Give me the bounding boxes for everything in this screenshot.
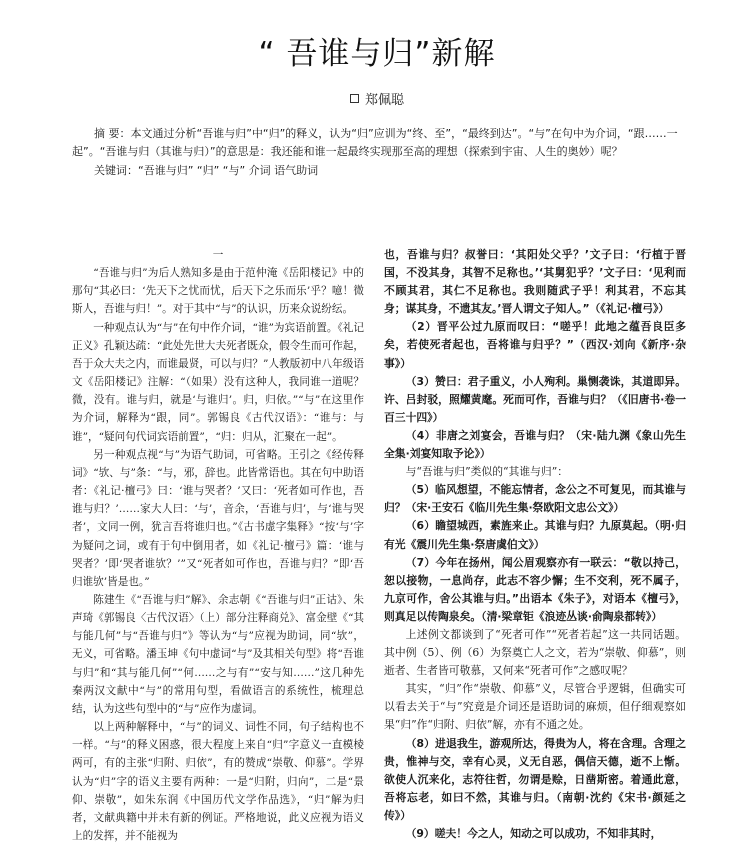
paragraph: 上述例文都谈到了“死者可作”“死者若起”这一共同话题。其中例（5）、例（6）为祭奠亡人之文，若为“崇敬、仰慕”，则逝者、生者皆可敬慕，又何来“死者可作”之感叹呢？: [384, 627, 686, 678]
quoted-example: 也，吾谁与归？叔誉曰：‘其阳处父乎？’文子曰：‘行植于晋国，不没其身，其智不足称也。’‘其舅犯乎？’文子曰：‘见利而不顾其君，其仁不足称也。我则随武子乎！利其君，不忘其身；谋其身，不遗其友。’晋人谓文子知人。”（《礼记·檀弓》）: [384, 248, 686, 316]
paragraph: 其实，“归”作“崇敬、仰慕”义，尽管合乎逻辑，但确实可以看去关于“与”究竟是介词还是语助词的麻烦，但仔细观察如果“归”作“归附、归依”解，亦有不通之处。: [384, 682, 686, 732]
quoted-example: （9）嗟夫！今之人，知动之可以成功，不知非其时，: [405, 827, 662, 840]
quoted-example: （6）瞻望城西，素旌来止。其谁与归？九原莫起。（明·归有光《震川先生集·祭唐虞伯文》）: [384, 519, 686, 551]
quoted-example: （3）赞曰：君子重义，小人殉利。巢恻袭诛，其道即异。许、吕封驳，照耀黄麾。死而可作，吾谁与归？（《旧唐书·卷一百三十四》）: [384, 374, 686, 424]
quoted-example: （4）非唐之刘宴会，吾谁与归？（宋·陆九渊《象山先生全集·刘宴知取予论》）: [384, 428, 686, 461]
keywords-line: 关键词：“吾谁与归” “归” “与” 介词 语气助词: [94, 164, 319, 177]
author-line: [0, 89, 754, 108]
right-column: [384, 246, 686, 843]
author-name: 郑佩聪: [364, 93, 404, 108]
quoted-example: （8）进退我生，游观所达，得贵为人，将在含理。含理之贵，惟神与交，幸有心灵，义无自恶，偶信天德，逝不上惭。欲使人沉来化，志符往哲，勿谓是赊，日凿斯密。着通此意，吾将忘老，如曰不然，其谁与归。（南朝·沈约《宋书·颜延之传》）: [384, 736, 686, 822]
abstract-text: 摘 要：本文通过分析“吾谁与归”中“归”的释义，认为“归”应训为“终、至”，“最终到达”。“与”在句中为介词，“跟……一起”。“吾谁与归（其谁与归）”的意思是：我还能和谁一起最终实现那至高的理想（探索到宇宙、人生的奥妙）呢？: [72, 127, 678, 158]
square-bullet-icon: [350, 94, 359, 103]
section-number: 一: [212, 249, 224, 261]
paragraph: 陈建生《“吾谁与归”解》、余志朝《“吾谁与归”正诂》、朱声琦《郭锡良〈古代汉语〉（上）部分注释商兑》、富金壁《“其与能几何”与“吾谁与归”》等认为“与”应视为助词，同“欤”，无义，可省略。潘玉坤《句中虚词“与”及其相关句型》将“吾谁与归”和“其与能几何”“何……之与有”“安与知……”这几种先秦两汉文献中“与”的常用句型，看做语言的系统性，梳理总结，认为这些句型中的“与”应作为虚词。: [72, 593, 364, 715]
paragraph: 一种观点认为“与”在句中作介词，“谁”为宾语前置。《礼记正义》孔颖达疏：“此处先世大夫死者既众，假令生而可作起，吾于众大夫之内，而谁最贤，可以与归？”人教版初中八年级语文《岳阳楼记》注解：“（如果）没有这种人，我同谁一道呢？微，没有。谁与归，就是‘与谁归’。归，归依。”“与”在这里作为介词，解释为“跟，同”。郭锡良《古代汉语》：“谁与：与谁”，“疑问句代词宾语前置”，“归：归从，汇聚在一起”。: [72, 321, 364, 443]
paragraph: 与“吾谁与归”类似的“其谁与归”：: [405, 465, 569, 479]
quoted-example: （7）今年在扬州，闻公眉观察亦有一联云：“敬以持己，恕以接物，一息尚存，此志不容少懈；生不交利，死不属子，九京可作，舍公其谁与归。”出语本《朱子》，对语本《檀弓》，则真足以传陶泉矣。（清·梁章钜《浪迹丛谈·俞陶泉都转》）: [384, 555, 686, 623]
paper-title: “ 吾谁与归”新解: [258, 36, 496, 72]
quoted-example: （5）临风想望，不能忘情者，念公之不可复见，而其谁与归？（宋·王安石《临川先生集·祭欧阳文忠公文》）: [384, 483, 686, 515]
quoted-example: （2）晋平公过九原而叹曰：“嗟乎！此地之蕴吾良臣多矣，若使死者起也，吾将谁与归乎？”（西汉·刘向《新序·杂事》）: [384, 320, 686, 370]
paragraph: 另一种观点视“与”为语气助词，可省略。王引之《经传释词》“欤、与”条：“与，邪，辞也。此皆常语也。其在句中助语者：《礼记·檀弓》曰：‘谁与哭者？’又曰：‘死者如可作也，吾谁与归？’……家大人曰：‘与’，音余，‘吾谁与归’，与‘谁与哭者’，文同一例，犹言吾将谁归也。”《古书虚字集释》“按‘与’字为疑问之词，或有于句中倒用者，如《礼记·檀弓》篇：‘谁与哭者？’即‘哭者谁欤？’”又“死者如可作也，吾谁与归？”即‘吾归谁欤’皆是也。”: [72, 448, 364, 588]
left-column-body: [72, 264, 364, 845]
paragraph: “吾谁与归”为后人熟知多是由于范仲淹《岳阳楼记》中的那句“其必曰：‘先天下之忧而忧，后天下之乐而乐’乎？噫！微斯人，吾谁与归！”。对于其中“与”的认识，历来众说纷纭。: [72, 267, 364, 316]
right-column-body: [384, 246, 686, 843]
paragraph: 以上两种解释中，“与”的词义、词性不同，句子结构也不一样。“与”的释义困惑，很大程度上来自“归”字意义一直模棱两可，有的主张“归附、归依”，有的赞成“崇敬、仰慕”。学界认为“归”字的语义主要有两种：一是“归附，归向”，二是“景仰、崇敬”，如朱东润《中国历代文学作品选》，“归”解为归者，文献典籍中并未有新的例证。严格地说，此义应视为语义上的发挥，并不能视为: [72, 721, 364, 842]
abstract-block: [72, 125, 690, 180]
left-column: [72, 246, 364, 845]
